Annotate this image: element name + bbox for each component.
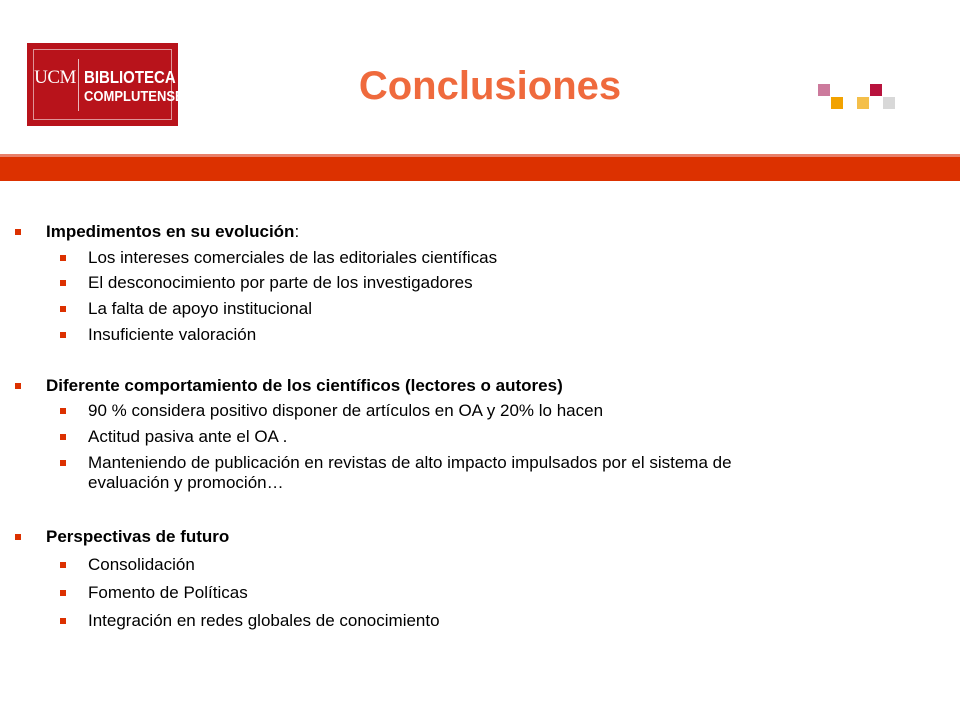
section-heading: Perspectivas de futuro [46,527,230,546]
bullet-square [15,383,21,389]
bullet-square [15,534,21,540]
list-item: El desconocimiento por parte de los investigadores [88,273,473,292]
slide-title: Conclusiones [358,64,622,108]
bullet-square [60,408,66,414]
bullet-square [15,229,21,235]
list-item: Integración en redes globales de conocimiento [88,611,440,630]
bullet-square [60,332,66,338]
bullet-square [60,590,66,596]
bullet-square [60,618,66,624]
section-heading [46,222,299,242]
section-heading-suffix: : [294,222,300,241]
bullet-square [60,280,66,286]
list-item: Consolidación [88,555,195,574]
section-heading: Diferente comportamiento de los científicos (lectores o autores) [46,376,563,395]
logo-ucm-text: UCM [34,67,76,88]
list-item: Manteniendo de publicación en revistas de alto impacto impulsados por el sistema de evaluación y promoción… [88,453,732,492]
bullet-square [60,460,66,466]
section-heading-label: Impedimentos en su evolución [46,222,295,241]
list-item: Actitud pasiva ante el OA . [88,427,288,446]
list-item: Fomento de Políticas [88,583,248,602]
bullet-square [60,255,66,261]
bullet-square [60,434,66,440]
list-item: Insuficiente valoración [88,325,257,344]
logo-line-complutense: COMPLUTENSE [84,87,184,105]
bullet-square [60,562,66,568]
bullet-square [60,306,66,312]
list-item: Los intereses comerciales de las editoriales científicas [88,248,498,267]
list-item: La falta de apoyo institucional [88,299,312,318]
logo-line-biblioteca: BIBLIOTECA [84,68,176,88]
list-item: 90 % considera positivo disponer de artículos en OA y 20% lo hacen [88,401,604,420]
